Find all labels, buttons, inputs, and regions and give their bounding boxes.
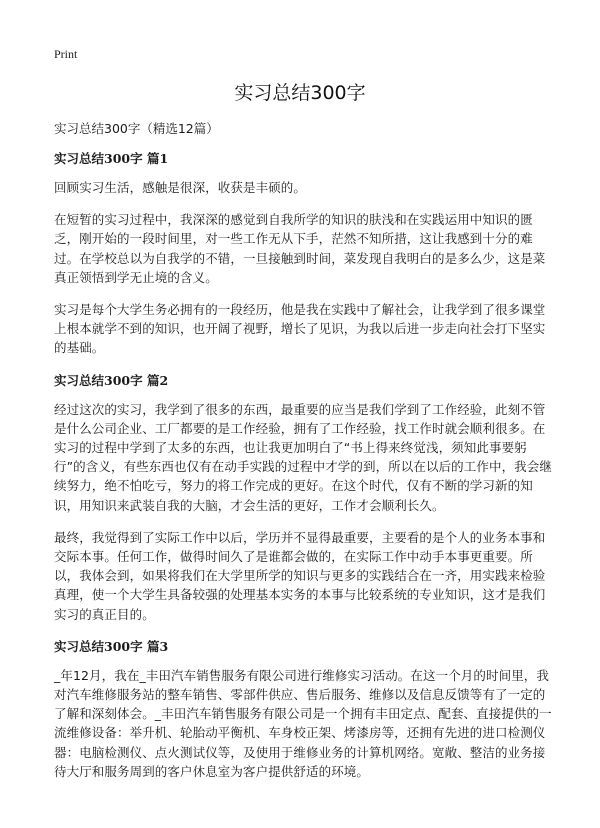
paragraph: 最终，我觉得到了实际工作中以后，学历并不显得最重要，主要看的是个人的业务本事和交际本事。任何工作，做得时间久了是谁都会做的，在实际工作中动手本事更重要。所以，我体会到，如果将我们在大学里所学的知识与更多的实践结合在一齐，用实践来检验真理，使一个大学生具备较强的处理基本实务的本事与比较系统的专业知识，这才是我们实习的真正目的。 [54,529,546,622]
document-subtitle: 实习总结300字（精选12篇） [54,121,219,136]
paragraph: _年12月，我在_丰田汽车销售服务有限公司进行维修实习活动。在这一个月的时间里，我对汽车维修服务站的整车销售、零部件供应、售后服务、维修以及信息反馈等有了一定的了解和深刻体会。_丰田汽车销售服务有限公司是一个拥有丰田定点、配套、直接提供的一流维修设备：举升机、轮胎动平衡机、车身校正架、烤漆房等，还拥有先进的进口检测仪器：电脑检测仪、点火测试仪等，及使用于维修业务的计算机网络。宽敞、整洁的业务接待大厅和服务周到的客户休息室为客户提供舒适的环境。 [54,667,552,779]
paragraph: 实习是每个大学生务必拥有的一段经历，他是我在实践中了解社会，让我学到了很多课堂上根本就学不到的知识，也开阔了视野，增长了见识，为我以后进一步走向社会打下坚实的基础。 [54,302,546,356]
print-link[interactable]: Print [54,47,78,61]
document-body [54,119,554,794]
paragraph: 回顾实习生活，感触是很深，收获是丰硕的。 [54,180,307,195]
paragraph: 在短暂的实习过程中，我深深的感觉到自我所学的知识的肤浅和在实践运用中知识的匮乏，刚开始的一段时间里，对一些工作无从下手，茫然不知所措，这让我感到十分的难过。在学校总以为自我学的不错，一旦接触到时间，菜发现自我明白的是多么少，这是菜真正领悟到学无止境的含义。 [54,212,546,285]
paragraph: 经过这次的实习，我学到了很多的东西，最重要的应当是我们学到了工作经验，此刻不管是什么公司企业、工厂都要的是工作经验，拥有了工作经验，找工作时就会顺利很多。在实习的过程中学到了太多的东西，也让我更加明白了“书上得来终觉浅，须知此事要躬行”的含义，有些东西也仅有在动手实践的过程中才学的到，所以在以后的工作中，我会继续努力，绝不怕吃亏，努力的将工作完成的更好。在这个时代，仅有不断的学习新的知识，用知识来武装自我的大脑，才会生活的更好，工作才会顺利长久。 [54,401,552,513]
section-heading-3: 实习总结300字 篇3 [54,638,169,654]
document-title: 实习总结300字 [234,82,366,104]
section-heading-1: 实习总结300字 篇1 [54,151,169,166]
section-heading-2: 实习总结300字 篇2 [54,372,169,388]
